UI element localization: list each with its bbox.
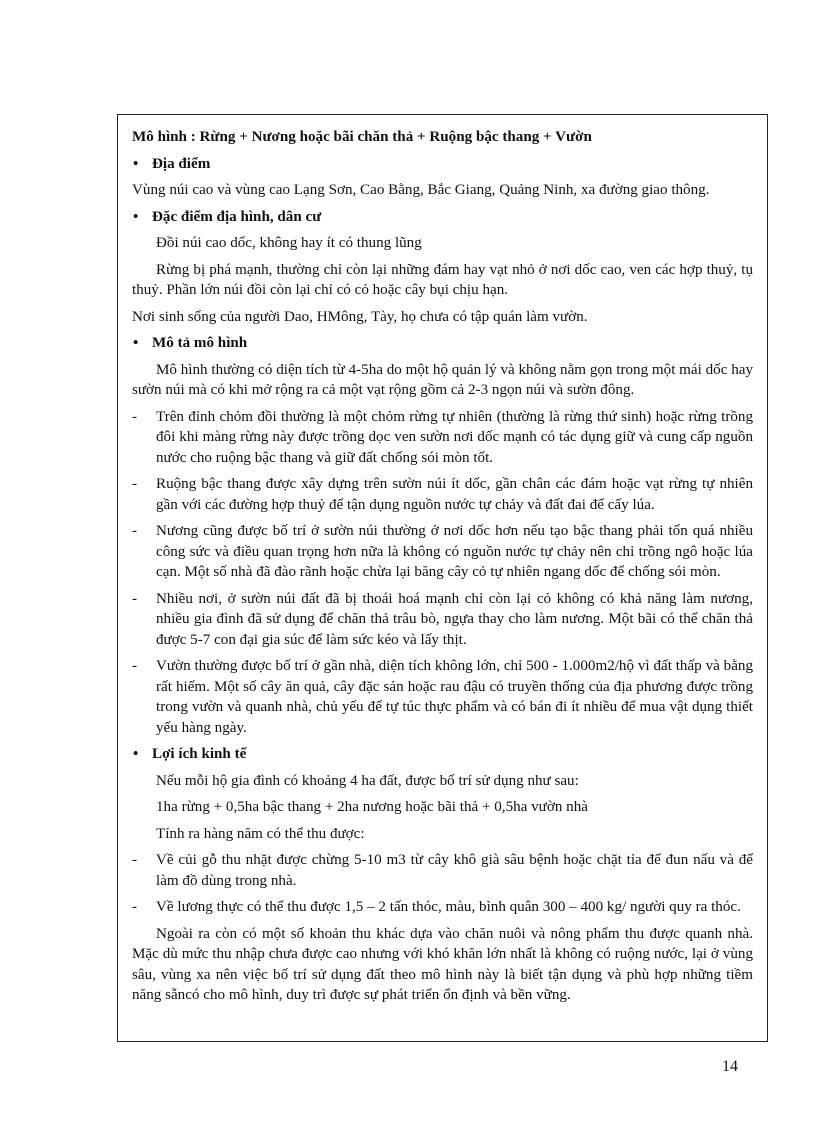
list-item-text: Về củi gỗ thu nhặt được chừng 5-10 m3 từ cây khô già sâu bệnh hoặc chặt tỉa để đun nấu và để làm đồ dùng trong nhà. [156, 852, 753, 889]
list-item [132, 521, 753, 583]
bullet-icon: • [133, 746, 139, 762]
economic-paragraph: Nếu mỗi hộ gia đình có khoảng 4 ha đất, được bố trí sử dụng như sau: [156, 772, 579, 789]
terrain-paragraph: Rừng bị phá mạnh, thường chỉ còn lại những đám hay vạt nhỏ ở nơi dốc cao, ven các hợp thuỷ, tụ thuỷ. Phần lớn núi đồi còn lại chỉ có cỏ hoặc cây bụi chịu hạn. [132, 261, 753, 298]
heading-text: Mô tả mô hình [152, 335, 248, 351]
list-item-text: Trên đỉnh chỏm đồi thường là một chỏm rừng tự nhiên (thường là rừng thứ sinh) hoặc rừng trồng đôi khi màng rừng này được trồng dọc ven sườn nơi dốc mạnh có tác dụng giữ và cung cấp nguồn nước cho ruộng bậc thang và giữ đất chống sói mòn tốt. [156, 408, 753, 466]
bullet-icon: • [133, 208, 139, 225]
list-item-text: Ruộng bậc thang được xây dựng trên sườn núi ít dốc, gần chân các đám hoặc vạt rừng tự nhiên gần với các đường hợp thuỷ để tận dụng nguồn nước tự chảy và đất đai để cấy lúa. [156, 476, 753, 513]
dash-marker: - [132, 523, 138, 539]
dash-marker: - [132, 408, 138, 425]
location-text: Vùng núi cao và vùng cao Lạng Sơn, Cao Bằng, Bắc Giang, Quảng Ninh, xa đường giao thông. [132, 182, 710, 198]
list-item-text: Vườn thường được bố trí ở gần nhà, diện tích không lớn, chỉ 500 - 1.000m2/hộ vì đất thấp và bằng rất hiếm. Một số cây ăn quả, cây đặc sản hoặc rau đậu có truyền thống của địa phương được trồng trong vườn và quanh nhà, chủ yếu để tự túc thực phẩm và có bán đi ít nhiều để mua vật dụng thiết yếu hàng ngày. [156, 658, 753, 736]
economic-paragraph: 1ha rừng + 0,5ha bậc thang + 2ha nương hoặc bãi thả + 0,5ha vườn nhà [156, 799, 588, 815]
economic-paragraph: Tính ra hàng năm có thể thu được: [156, 825, 365, 842]
content-box [117, 114, 768, 1042]
list-item [132, 589, 753, 651]
heading-model [132, 333, 753, 354]
dash-marker: - [132, 658, 138, 674]
terrain-paragraph: Nơi sinh sống của người Dao, HMông, Tày, họ chưa có tập quán làm vườn. [132, 308, 588, 325]
page-number: 14 [722, 1058, 738, 1075]
list-item [132, 850, 753, 891]
bullet-icon: • [133, 155, 139, 172]
dash-marker: - [132, 476, 138, 492]
model-title: Mô hình : Rừng + Nương hoặc bãi chăn thả + Ruộng bậc thang + Vườn [132, 129, 592, 145]
heading-text: Đặc điểm địa hình, dân cư [152, 208, 322, 225]
list-item [132, 474, 753, 515]
dash-marker: - [132, 899, 138, 915]
list-item-text: Về lương thực có thể thu được 1,5 – 2 tấn thóc, màu, bình quân 300 – 400 kg/ người quy ra thóc. [156, 899, 741, 915]
list-item [132, 656, 753, 738]
list-item-text: Nhiều nơi, ở sườn núi đất đã bị thoái hoá mạnh chỉ còn lại cỏ không có khả năng làm nương, nhiều gia đình đã sử dụng để chăn thả trâu bò, ngựa thay cho làm nương. Một bãi có thể chăn thả được 5-7 con đại gia súc để làm sức kéo và lấy thịt. [156, 590, 753, 648]
terrain-paragraph: Đồi núi cao dốc, không hay ít có thung lũng [156, 235, 422, 251]
heading-text: Địa điểm [152, 155, 211, 172]
heading-text: Lợi ích kinh tế [152, 746, 247, 762]
heading-location [132, 154, 753, 175]
heading-economic [132, 744, 753, 765]
economic-conclusion: Ngoài ra còn có một số khoản thu khác dựa vào chăn nuôi và nông phẩm thu được quanh nhà. Mặc dù mức thu nhập chưa được cao nhưng với khó khăn lớn nhất là không có ruộng nước, lại ở vùng sâu, vùng xa nên việc bố trí sử dụng đất theo mô hình này là biết tận dụng và phù hợp những tiềm năng sẵncó cho mô hình, duy trì được sự phát triển ổn định và bền vững. [132, 925, 753, 1003]
list-item [132, 407, 753, 469]
list-item-text: Nương cũng được bố trí ở sườn núi thường ở nơi dốc hơn nếu tạo bậc thang phải tốn quá nhiều công sức và điều quan trọng hơn nữa là không có nguồn nước tự chảy nên chỉ trồng ngô hoặc lúa cạn. Một số nhà đã đào rãnh hoặc chừa lại băng cây cỏ tự nhiên ngang dốc để chống sói mòn. [156, 523, 753, 580]
dash-marker: - [132, 852, 138, 868]
model-intro: Mô hình thường có diện tích từ 4-5ha do một hộ quản lý và không nằm gọn trong một mái dốc hay sườn núi mà có khi mở rộng ra cả một vạt rộng gồm cả 2-3 ngọn núi và sườn đông. [132, 361, 753, 398]
list-item [132, 897, 753, 918]
dash-marker: - [132, 590, 138, 607]
bullet-icon: • [133, 335, 139, 351]
heading-terrain [132, 207, 753, 228]
